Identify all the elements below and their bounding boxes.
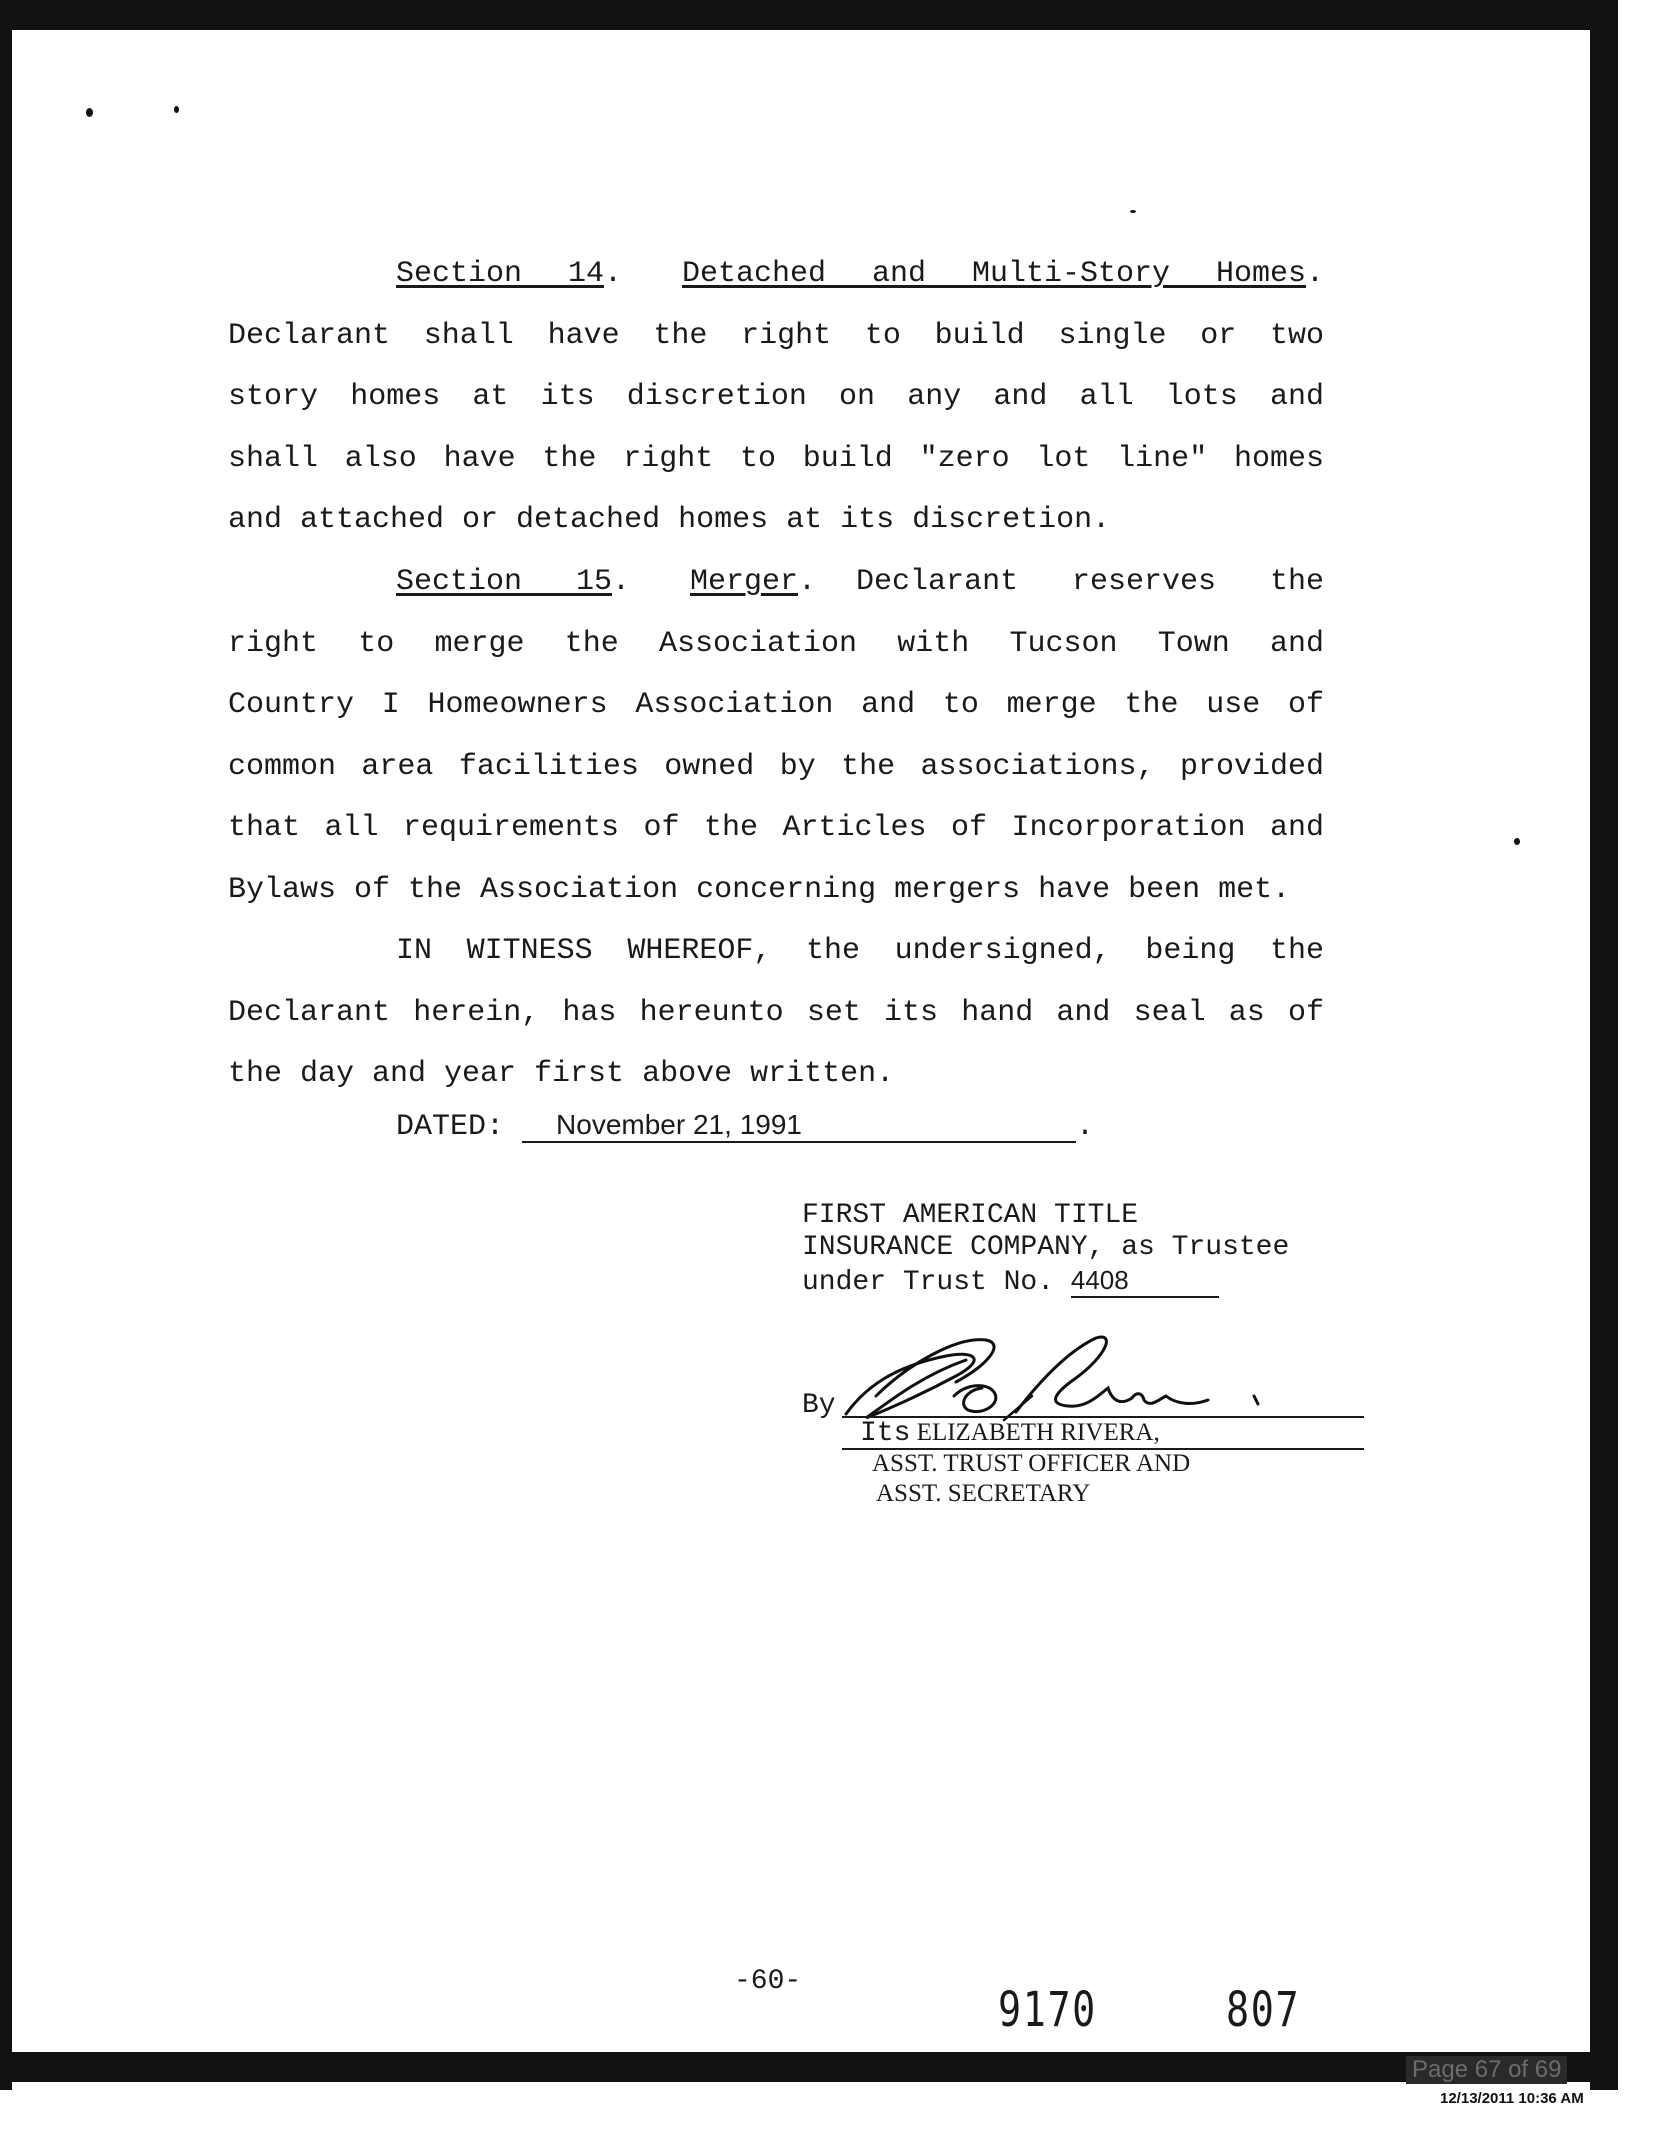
witness-line: Declarant herein, has hereunto set its hand and seal as of <box>228 995 1324 1030</box>
trustee-block <box>802 1200 1289 1299</box>
section-14-line: and attached or detached homes at its discretion. <box>228 503 1111 537</box>
section-14-heading: Section 14 <box>396 257 604 291</box>
scan-border-top <box>0 0 1616 30</box>
section-14-line: Declarant shall have the right to build single or two <box>228 318 1324 353</box>
docket-page: 807 <box>1226 1982 1301 2038</box>
signer-name-line <box>860 1418 1190 1449</box>
page-of-indicator: Page 67 of 69 <box>1406 2056 1567 2084</box>
by-label: By <box>802 1390 836 1421</box>
section-14 <box>228 244 1324 552</box>
signer-name: ELIZABETH RIVERA, <box>916 1419 1160 1446</box>
dated-line: DATED: November 21, 1991 . <box>396 1109 1095 1144</box>
section-15-line: common area facilities owned by the associations, provided <box>228 749 1324 784</box>
scan-speck <box>174 106 179 113</box>
trustee-line: FIRST AMERICAN TITLE <box>802 1200 1139 1231</box>
section-14-title: Detached and Multi-Story Homes <box>682 257 1306 291</box>
scan-speck <box>1514 838 1520 845</box>
its-label: Its <box>860 1418 911 1449</box>
section-15 <box>228 552 1324 921</box>
witness-line: the day and year first above written. <box>228 1057 895 1091</box>
witness-clause <box>228 921 1324 1106</box>
section-15-line: that all requirements of the Articles of Incorporation and <box>228 811 1324 845</box>
section-15-line: right to merge the Association with Tucson Town and <box>228 626 1324 661</box>
scan-timestamp: 12/13/2011 10:36 AM <box>1440 2090 1584 2107</box>
section-15-title: Merger <box>690 565 799 599</box>
dated-value: November 21, 1991 <box>522 1109 1076 1143</box>
section-15-first-line: Declarant reserves the <box>856 565 1324 599</box>
scan-border-right <box>1590 0 1618 2090</box>
section-14-line: shall also have the right to build "zero lot line" homes <box>228 441 1324 476</box>
section-14-line: story homes at its discretion on any and all lots and <box>228 380 1324 414</box>
section-14-heading-line: Section 14. Detached and Multi-Story Homes. <box>396 257 1325 291</box>
dated-label: DATED: <box>396 1110 505 1144</box>
scan-border-bottom <box>0 2052 1618 2082</box>
scan-speck <box>1130 210 1136 213</box>
docket-number: 9170 <box>998 1982 1097 2038</box>
signer-title: ASST. TRUST OFFICER AND <box>872 1450 1191 1477</box>
witness-line: IN WITNESS WHEREOF, the undersigned, being the <box>396 934 1324 968</box>
scan-border-left <box>0 0 12 2090</box>
page-number: -60- <box>734 1966 802 1997</box>
trust-number: 4408 <box>1071 1264 1219 1298</box>
trustee-line: INSURANCE COMPANY, as Trustee <box>802 1232 1290 1263</box>
section-15-heading-line: Section 15. Merger. Declarant reserves the <box>396 565 1324 599</box>
section-15-heading: Section 15 <box>396 565 612 599</box>
section-15-line: Bylaws of the Association concerning mergers have been met. <box>228 872 1291 907</box>
scan-speck <box>86 108 93 117</box>
signer-title: ASST. SECRETARY <box>876 1480 1091 1507</box>
trust-no-label: under Trust No. <box>802 1267 1055 1298</box>
signer-block <box>860 1418 1190 1509</box>
section-15-line: Country I Homeowners Association and to merge the use of <box>228 688 1324 722</box>
trustee-line-3 <box>802 1264 1289 1299</box>
